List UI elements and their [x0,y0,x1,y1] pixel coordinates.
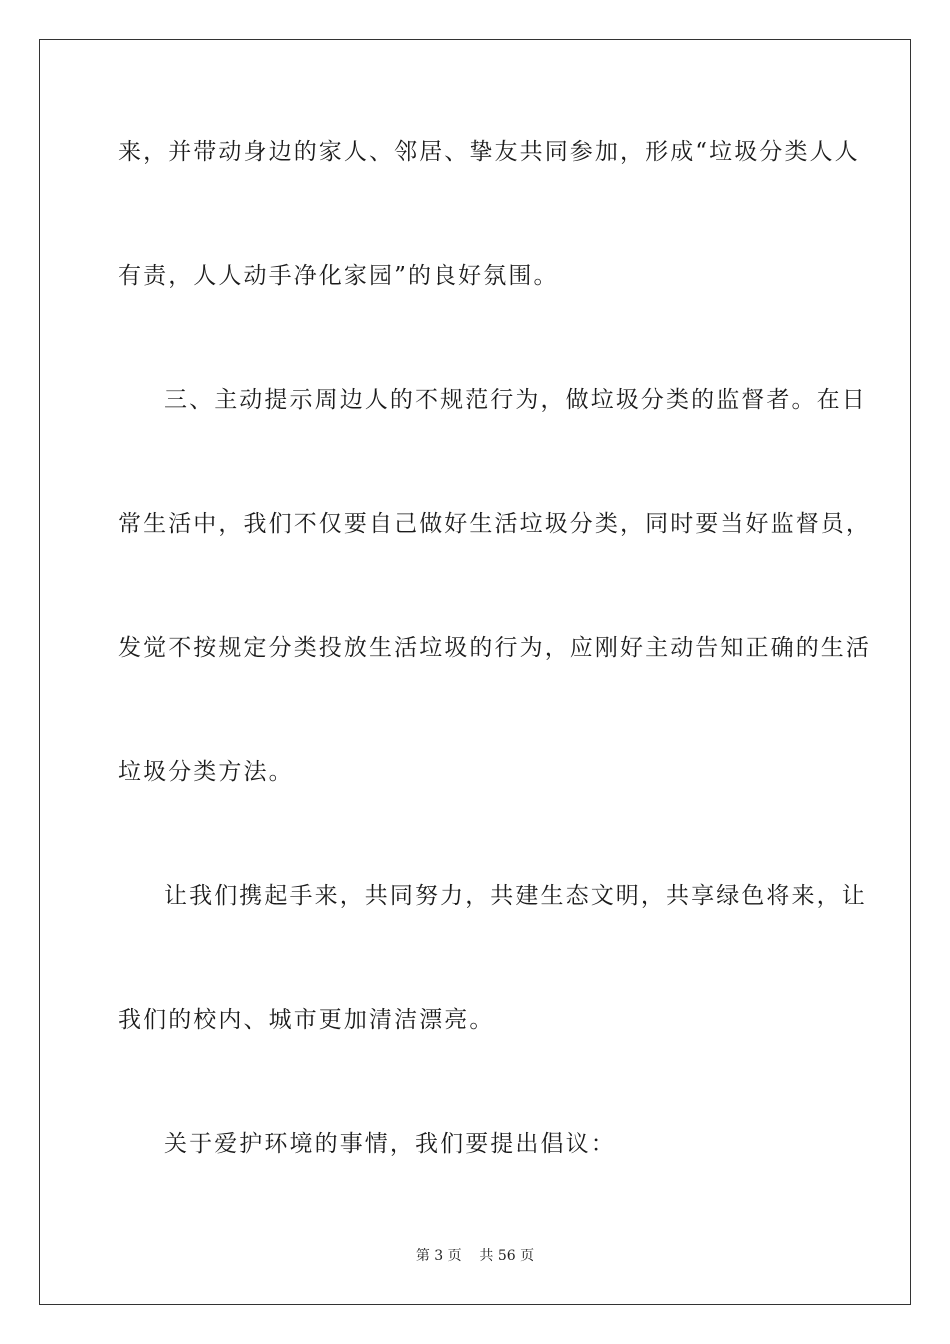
body-text-line: 常生活中，我们不仅要自己做好生活垃圾分类，同时要当好监督员， [118,511,871,537]
paragraph-start-line: 关于爱护环境的事情，我们要提出倡议： [164,1131,616,1157]
paragraph-start-line: 三、主动提示周边人的不规范行为，做垃圾分类的监督者。在日 [164,387,867,413]
paragraph-start-line: 让我们携起手来，共同努力，共建生态文明，共享绿色将来，让 [164,883,867,909]
body-text-line: 发觉不按规定分类投放生活垃圾的行为，应刚好主动告知正确的生活 [118,635,871,661]
body-text-line: 垃圾分类方法。 [118,759,294,785]
page-number-footer: 第 3 页 共 56 页 [415,1248,535,1264]
body-text-line: 有责，人人动手净化家园”的良好氛围。 [118,263,559,289]
page-border [39,39,911,1305]
body-text-line: 我们的校内、城市更加清洁漂亮。 [118,1007,495,1033]
body-text-line: 来，并带动身边的家人、邻居、挚友共同参加，形成“垃圾分类人人 [118,139,860,165]
